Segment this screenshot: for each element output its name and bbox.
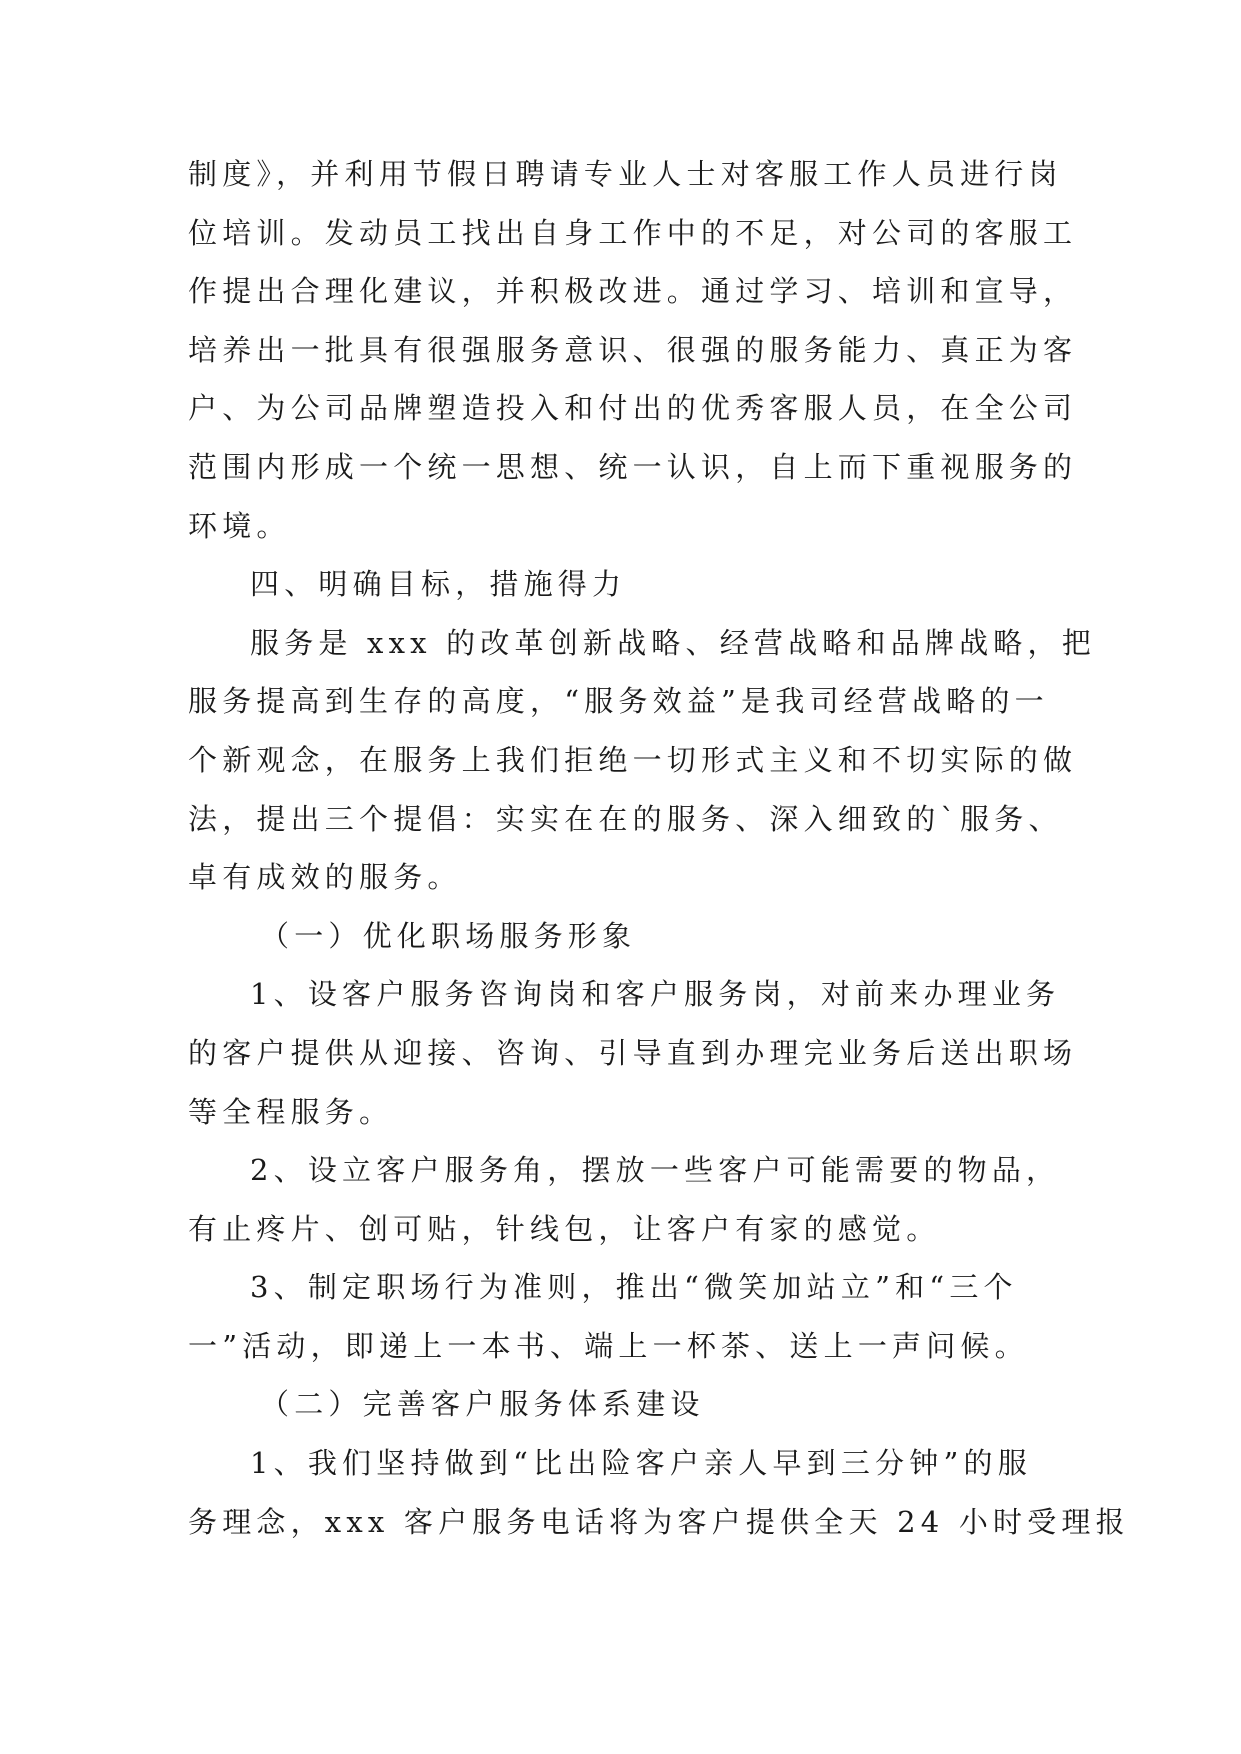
document-body [188,145,1130,1551]
text-line: 有止疼片、创可贴，针线包，让客户有家的感觉。 [188,1211,941,1246]
text-line: 服务提高到生存的高度，“服务效益”是我司经营战略的一 [188,684,1049,719]
text-line: 环境。 [188,508,291,543]
paragraph-start: 服务是 xxx 的改革创新战略、经营战略和品牌战略，把 [250,625,1096,660]
subsection-heading: （一）优化职场服务形象 [260,918,637,953]
text-line: 范围内形成一个统一思想、统一认识，自上而下重视服务的 [188,449,1078,484]
text-line: 卓有成效的服务。 [188,860,462,895]
text-line: 个新观念，在服务上我们拒绝一切形式主义和不切实际的做 [188,742,1078,777]
text-line: 等全程服务。 [188,1094,394,1129]
paragraph-start: 3、制定职场行为准则，推出“微笑加站立”和“三个 [250,1270,1018,1305]
paragraph-start: 1、设客户服务咨询岗和客户服务岗，对前来办理业务 [250,977,1061,1012]
text-line: 制度》，并利用节假日聘请专业人士对客服工作人员进行岗 [188,157,1063,191]
text-line: 的客户提供从迎接、咨询、引导直到办理完业务后送出职场 [188,1035,1078,1070]
paragraph-start: 1、我们坚持做到“比出险客户亲人早到三分钟”的服 [250,1446,1032,1481]
text-line: 一”活动，即递上一本书、端上一杯茶、送上一声问候。 [188,1328,1029,1363]
text-line: 法，提出三个提倡：实实在在的服务、深入细致的`服务、 [188,801,1063,836]
text-line: 务理念，xxx 客户服务电话将为客户提供全天 24 小时受理报 [188,1504,1130,1539]
text-line: 位培训。发动员工找出自身工作中的不足，对公司的客服工 [188,215,1078,250]
section-heading: 四、明确目标，措施得力 [250,567,627,602]
text-line: 户、为公司品牌塑造投入和付出的优秀客服人员，在全公司 [188,391,1078,426]
text-line: 作提出合理化建议，并积极改进。通过学习、培训和宣导， [188,274,1078,309]
paragraph-start: 2、设立客户服务角，摆放一些客户可能需要的物品， [250,1153,1061,1188]
subsection-heading: （二）完善客户服务体系建设 [260,1387,705,1422]
text-line: 培养出一批具有很强服务意识、很强的服务能力、真正为客 [188,332,1078,367]
